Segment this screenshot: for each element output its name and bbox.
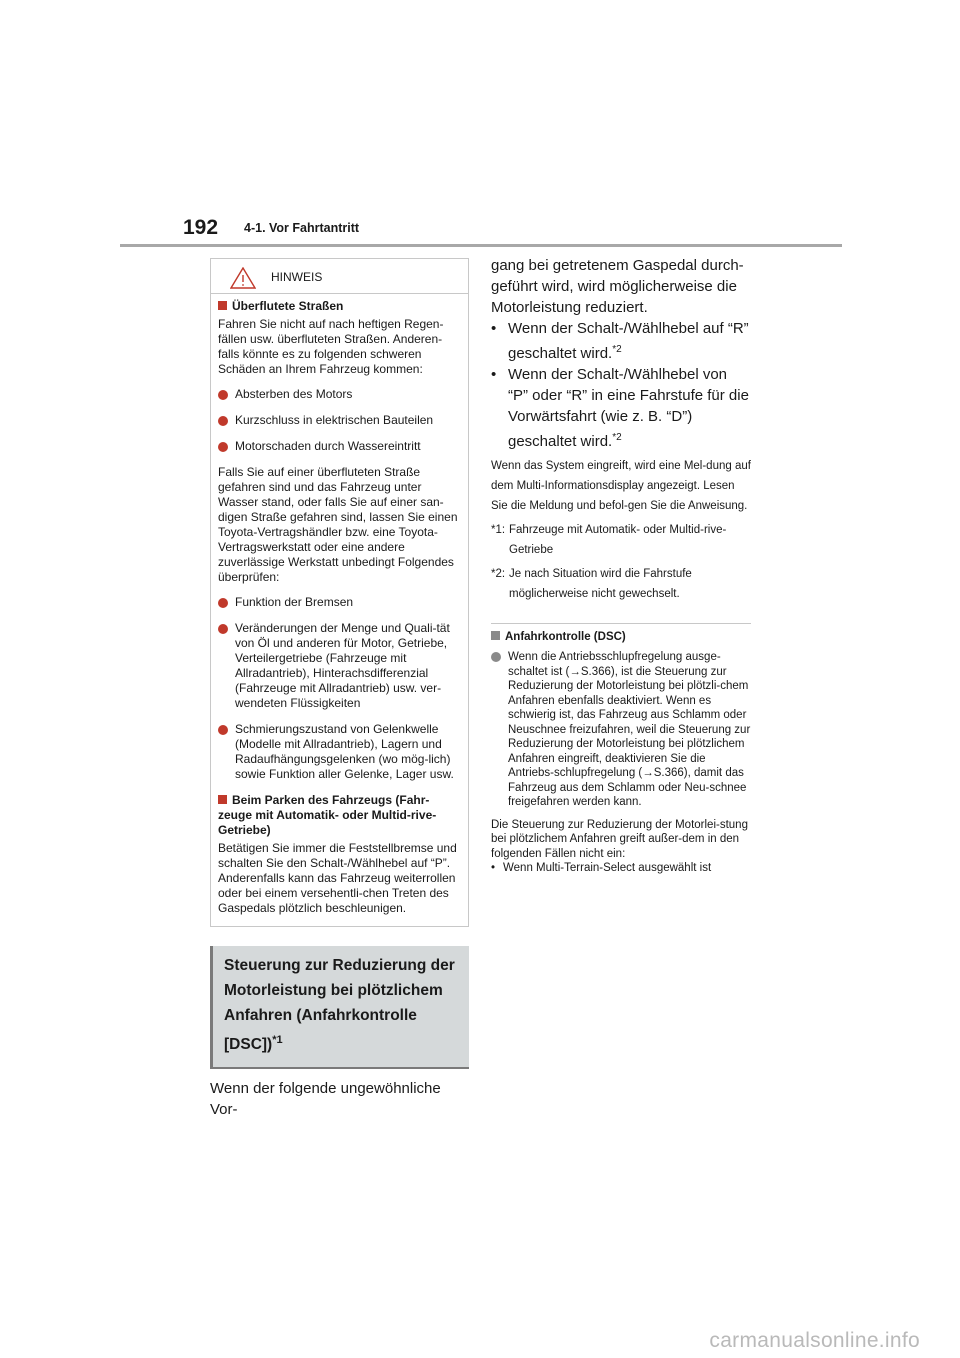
list-item: • Wenn Multi-Terrain-Select ausgewählt ist	[491, 862, 712, 874]
page-footer	[0, 1325, 960, 1358]
square-bullet-icon	[218, 301, 227, 310]
footnote: *1: Fahrzeuge mit Automatik- oder Multid-rive-Getriebe	[491, 524, 727, 556]
list-item: Absterben des Motors	[218, 387, 460, 402]
round-bullet-icon	[218, 390, 228, 400]
section-title: 4-1. Vor Fahrtantritt	[244, 221, 360, 235]
intro-text-continued: gang bei getretenem Gaspedal durch-geführt wird, wird möglicherweise die Motorleistung reduziert.	[491, 257, 744, 316]
round-bullet-icon	[218, 598, 228, 608]
notice-box	[210, 258, 469, 927]
list-item: Motorschaden durch Wassereintritt	[218, 439, 460, 454]
list-item: • Wenn der Schalt-/Wählhebel von “P” oder “R” in eine Fahrstufe für die Vorwärtsfahrt (wie z. B. “D”) geschaltet wird.$^{*2}$	[491, 366, 749, 450]
page-header	[0, 0, 960, 250]
dsc-section-heading: Steuerung zur Reduzierung der Motorleistung bei plötzlichem Anfahren (Anfahrkontrolle [DSC])$^{*1}$	[210, 946, 469, 1069]
flooded-intro: Fahren Sie nicht auf nach heftigen Regen-fällen usw. überfluteten Straßen. Anderen-falls könnte es zu folgenden schweren Schäden an Ihrem Fahrzeug kommen:	[218, 317, 444, 376]
page-number: 192	[183, 216, 219, 239]
round-bullet-icon	[218, 624, 228, 634]
intro-text-start: Wenn der folgende ungewöhnliche Vor-	[210, 1080, 441, 1119]
list-item: Kurzschluss in elektrischen Bauteilen	[218, 413, 460, 428]
round-bullet-icon	[218, 725, 228, 735]
list-item: • Wenn der Schalt-/Wählhebel auf “R” geschaltet wird.$^{*2}$	[491, 320, 749, 362]
list-item: Veränderungen der Menge und Quali-tät von Öl und anderen für Motor, Getriebe, Verteilergetriebe (Fahrzeuge mit Allradantrieb), Hinterachsdifferenzial (Fahrzeuge mit Allradantrieb) usw. ver-wendeten Flüssigkeiten	[218, 621, 460, 711]
parking-text: Betätigen Sie immer die Feststellbremse und schalten Sie den Schalt-/Wählhebel auf “P”. Anderenfalls kann das Fahrzeug weiterrollen oder bei einem versehentli-chen Treten des Gaspedals plötzlich beschleunigen.	[218, 841, 457, 915]
notice-label: HINWEIS	[271, 270, 323, 284]
notice-header	[218, 265, 460, 293]
section-divider	[491, 623, 751, 624]
square-bullet-icon	[218, 795, 227, 804]
round-bullet-icon	[218, 416, 228, 426]
list-item: Schmierungszustand von Gelenkwelle (Modelle mit Allradantrieb), Lagern und Radaufhängungsgelenken (wo mög-lich) sowie Funktion aller Gelenke, Lager usw.	[218, 722, 460, 782]
list-item: Funktion der Bremsen	[218, 595, 460, 610]
list-item: Wenn die Antriebsschlupfregelung ausge-schaltet ist (→S.366), ist die Steuerung zur Reduzierung der Motorleistung bei plötzli-chem Anfahren ebenfalls deaktiviert. Wenn es schwierig ist, das Fahrzeug aus Schlamm oder Neuschnee freizufahren, weil die Steuerung zur Reduzierung der Motorleistung bei plötzlichem Anfahren eingreift, deaktivieren Sie die Antriebs-schlupfregelung (→S.366), damit das Fahrzeug aus dem Schlamm oder Neu-schnee freigefahren werden kann.	[491, 650, 751, 810]
left-column	[210, 258, 470, 1120]
flooded-followup: Falls Sie auf einer überfluteten Straße gefahren sind und das Fahrzeug unter Wasser stand, oder falls Sie auf einer san-digen Straße gefahren sind, lassen Sie einen Toyota-Vertragshändler bzw. eine Toyota-Vertragswerkstatt oder eine andere zuverlässige Werkstatt unbedingt Folgendes überprüfen:	[218, 465, 458, 584]
system-message-note: Wenn das System eingreift, wird eine Mel-dung auf dem Multi-Informationsdisplay angezeigt. Lesen Sie die Meldung und befol-gen Sie die Anweisung.	[491, 460, 751, 512]
right-column	[491, 258, 751, 876]
round-bullet-icon	[218, 442, 228, 452]
watermark: carmanualsonline.info	[709, 1329, 920, 1352]
dsc-subheading: Anfahrkontrolle (DSC)	[491, 631, 751, 643]
square-bullet-icon	[491, 631, 500, 640]
warning-triangle-icon	[230, 267, 256, 289]
header-divider	[120, 244, 842, 247]
flooded-heading: Überflutete Straßen	[218, 299, 460, 314]
parking-heading: Beim Parken des Fahrzeugs (Fahr-zeuge mit Automatik- oder Multid-rive-Getriebe)	[218, 793, 437, 837]
notice-divider	[211, 293, 468, 294]
dsc-exceptions-text: Die Steuerung zur Reduzierung der Motorlei-stung bei plötzlichem Anfahren greift außer-dem in den folgenden Fällen nicht ein:	[491, 818, 748, 860]
footnote: *2: Je nach Situation wird die Fahrstufe möglicherweise nicht gewechselt.	[491, 568, 692, 600]
round-bullet-icon	[491, 652, 501, 662]
